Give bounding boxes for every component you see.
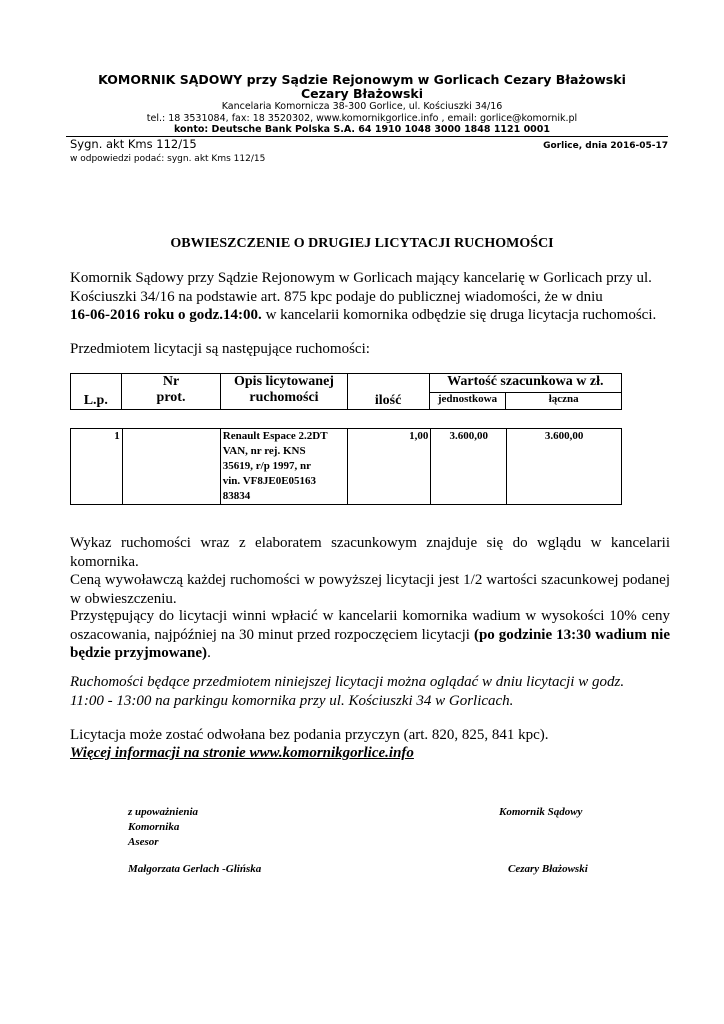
header-description-line1: Opis licytowanej [234,374,334,389]
office-address: Kancelaria Komornicza 38-300 Gorlice, ul. Kościuszki 34/16 [221,101,503,112]
header-estimated-value: Wartość szacunkowa w zł. [429,374,621,393]
header-nr-line2: prot. [156,390,186,405]
items-table-header [70,373,622,410]
office-contact: tel.: 18 3531084, fax: 18 3520302, www.komornikgorlice.info , email: gorlice@komornik.pl [146,113,578,124]
header-nr-line1: Nr [162,374,180,389]
assessor-of: Komornika [128,821,180,833]
assessor-signature-block [128,805,198,850]
header-quantity: ilość [347,374,429,410]
header-nr [121,374,221,410]
cell-description [220,429,347,505]
viewing-info-line-2: 11:00 - 13:00 na parkingu komornika przy ul. Kościuszki 34 w Gorlicach. [70,692,514,709]
deposit-text: Przystępujący do licytacji winni wpłacić w kancelarii komornika wadium w wysokości 10% ceny oszacowania, najpóźniej na 30 minut przed rozpoczęciem licytacji [70,608,670,643]
bailiff-name: Cezary Błażowski [300,86,424,101]
cell-total-value: 3.600,00 [507,429,622,505]
table-row [71,429,622,505]
notice-title: OBWIESZCZENIE O DRUGIEJ LICYTACJI RUCHOMOŚCI [170,236,554,251]
assessor-authorization: z upoważnienia [128,806,198,818]
bailiff-office-title: KOMORNIK SĄDOWY przy Sądzie Rejonowym w Gorlicach Cezary Błażowski [98,72,626,87]
deposit-paragraph [70,607,670,663]
description-line: 35619, r/p 1997, nr [222,460,312,472]
document-date: Gorlice, dnia 2016-05-17 [543,141,668,151]
assessor-title: Asesor [128,836,159,848]
description-line: vin. VF8JE0E05163 [222,475,317,487]
viewing-info [70,673,670,710]
description-line: VAN, nr rej. KNS [222,445,306,457]
intro-line-3-rest: w kancelarii komornika odbędzie się druga licytacja ruchomości. [261,307,657,323]
header-total-value: łączna [506,393,622,410]
subject-line: Przedmiotem licytacji są następujące ruchomości: [70,341,370,357]
cell-quantity: 1,00 [348,429,431,505]
case-signature: Sygn. akt Kms 112/15 [70,137,197,151]
inspection-paragraph: Wykaz ruchomości wraz z elaboratem szacunkowym znajduje się do wglądu w kancelarii komornika. [70,535,670,570]
cancellation-note: Licytacja może zostać odwołana bez podania przyczyn (art. 820, 825, 841 kpc). [70,727,549,743]
viewing-info-line-1: Ruchomości będące przedmiotem niniejszej licytacji można oglądać w dniu licytacji w godz. [70,674,625,690]
cell-unit-value: 3.600,00 [431,429,507,505]
header-unit-value: jednostkowa [429,393,506,410]
deposit-deadline: (po godzinie 13:30 wadium nie będzie przyjmowane) [70,626,670,661]
reply-reference: w odpowiedzi podać: sygn. akt Kms 112/15 [70,154,266,164]
assessor-name: Małgorzata Gerlach -Glińska [128,863,262,875]
bailiff-title-signature: Komornik Sądowy [499,806,583,818]
description-line: 83834 [222,490,251,502]
intro-line-3 [70,306,670,325]
auction-date: 16-06-2016 roku o godz.14:00. [70,307,262,323]
cell-nr [122,429,220,505]
deposit-end: . [207,645,211,661]
starting-price-paragraph: Ceną wywoławczą każdej ruchomości w powyższej licytacji jest 1/2 wartości szacunkowej podanej w obwieszczeniu. [70,572,670,607]
more-info-link[interactable]: Więcej informacji na stronie www.komornikgorlice.info [70,745,414,761]
intro-line-2: Kościuszki 34/16 na podstawie art. 875 kpc podaje do publicznej wiadomości, że w dniu [70,288,603,305]
items-table [70,428,622,505]
intro-paragraph [70,269,670,325]
bank-account: konto: Deutsche Bank Polska S.A. 64 1910 1048 3000 1848 1121 0001 [173,124,551,135]
header-lp: L.p. [71,374,122,410]
intro-line-1: Komornik Sądowy przy Sądzie Rejonowym w Gorlicach mający kancelarię w Gorlicach przy ul. [70,270,652,286]
bailiff-signature-name: Cezary Błażowski [508,863,588,875]
header-description-line2: ruchomości [249,390,319,405]
header-description [221,374,347,410]
cell-lp: 1 [71,429,123,505]
description-line: Renault Espace 2.2DT [222,430,328,442]
